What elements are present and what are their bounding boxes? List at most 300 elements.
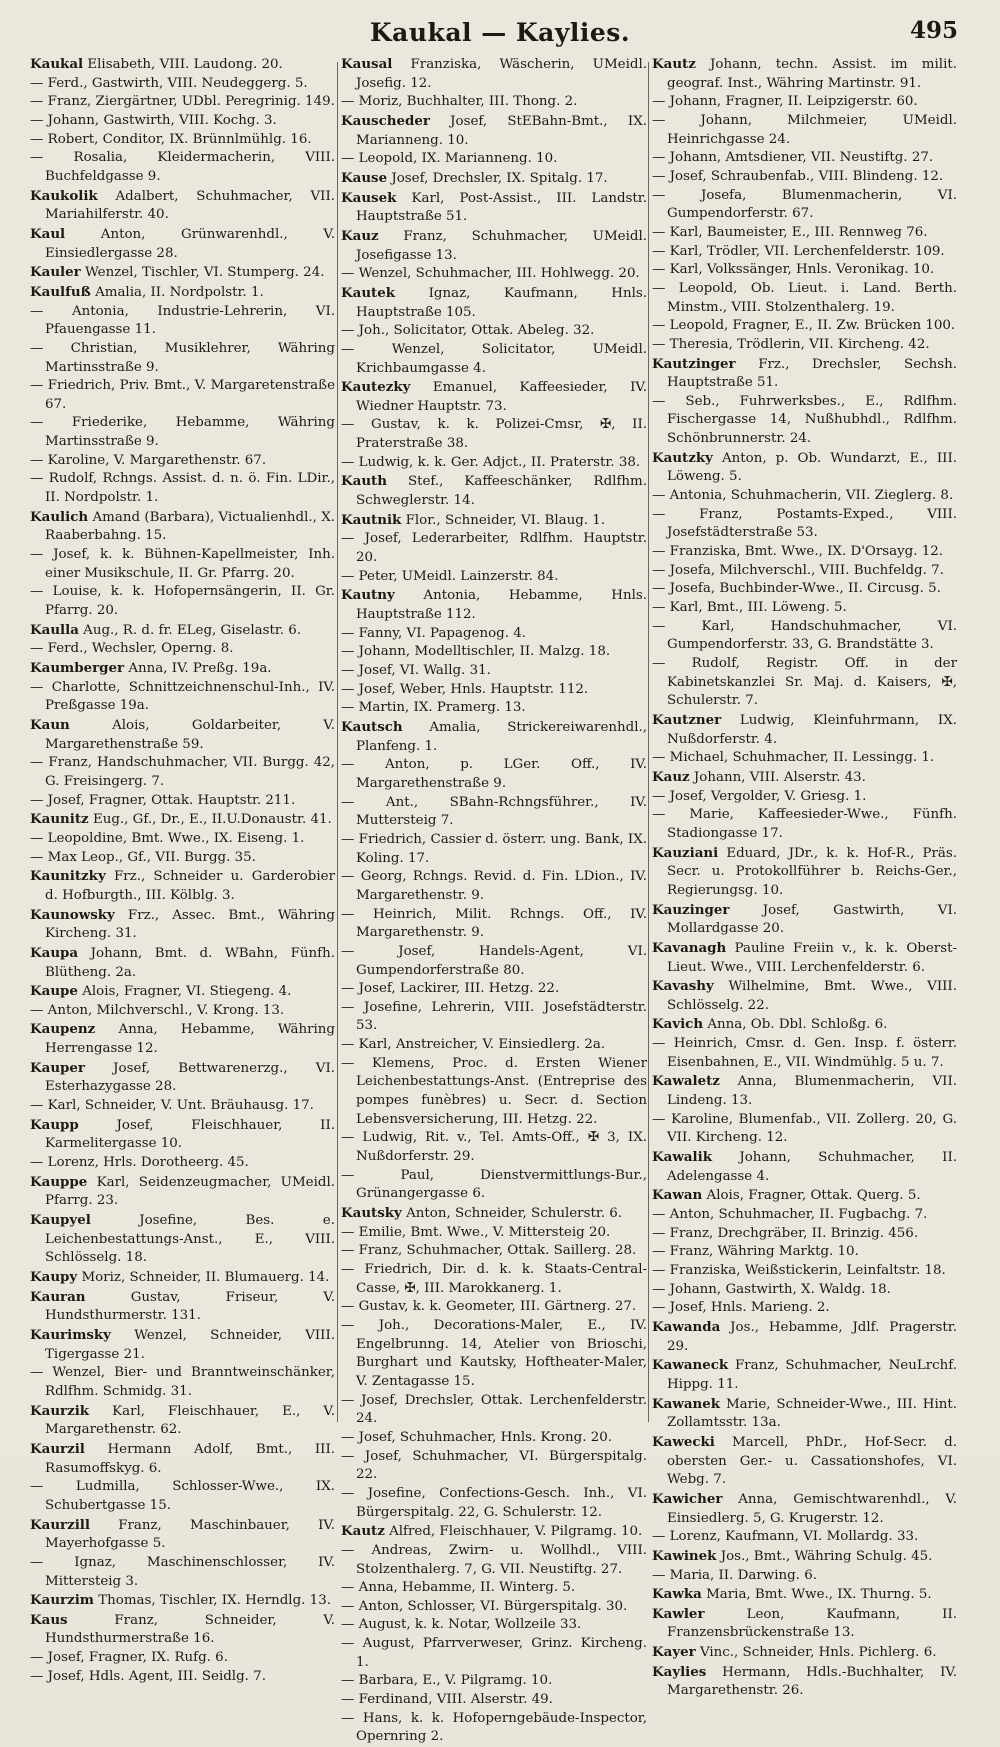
entry-surname: Kautny: [341, 587, 395, 604]
entry-surname: Kaunitzky: [30, 868, 106, 885]
directory-entry: [652, 280, 957, 317]
entry-details: — Karl, Anstreicher, V. Einsiedlerg. 2a.: [341, 1037, 606, 1053]
directory-entry: [652, 1206, 957, 1225]
directory-entry: [652, 655, 957, 711]
entry-details: — Karl, Bmt., III. Löweng. 5.: [652, 600, 847, 616]
entry-surname: Kaul: [30, 225, 66, 242]
entry-details: Franz, Schuhmacher, UMeidl. Josefigasse 13.: [356, 228, 647, 263]
entry-details: — Ignaz, Maschinenschlosser, IV. Mittersteig 3.: [30, 1554, 335, 1589]
entry-details: — Franziska, Bmt. Wwe., IX. D'Orsayg. 12.: [652, 544, 944, 560]
directory-entry: [341, 1167, 647, 1204]
directory-entry: [652, 788, 957, 807]
entry-details: — Ferd., Wechsler, Operng. 8.: [30, 641, 234, 657]
entry-details: Karl, Fleischhauer, E., V. Margarethenstr. 62.: [45, 1403, 335, 1438]
directory-entry: [341, 1392, 647, 1429]
directory-entry: [652, 939, 957, 977]
directory-entry: [652, 487, 957, 506]
entry-details: — Johann, Gastwirth, X. Waldg. 18.: [652, 1281, 891, 1297]
entry-details: — Karoline, Blumenfab., VII. Zollerg. 20, G. VII. Kircheng. 12.: [652, 1111, 957, 1146]
directory-entry: [30, 1059, 335, 1097]
directory-entry: [341, 1672, 647, 1691]
entry-details: Hermann Adolf, Bmt., III. Rasumoffskyg. 6.: [45, 1441, 335, 1476]
directory-entry: [30, 792, 335, 811]
directory-entry: [341, 378, 647, 416]
directory-entry: [30, 340, 335, 377]
directory-entry: [341, 794, 647, 831]
entry-surname: Kaupy: [30, 1269, 78, 1285]
directory-entry: [30, 55, 335, 75]
entry-details: — Josef, Fragner, Ottak. Hauptstr. 211.: [30, 792, 296, 808]
directory-entry: [341, 681, 647, 700]
directory-entry: [30, 1173, 335, 1211]
entry-surname: Kaupenz: [30, 1021, 96, 1038]
entry-surname: Kause: [341, 169, 388, 186]
directory-entry: [341, 1485, 647, 1522]
directory-entry: [30, 112, 335, 131]
directory-entry: [652, 449, 957, 487]
entry-surname: Kawinek: [652, 1547, 717, 1564]
directory-entry: [341, 322, 647, 341]
directory-entry: [30, 263, 335, 283]
directory-entry: [30, 187, 335, 225]
directory-entry: [652, 1605, 957, 1643]
entry-surname: Kaun: [30, 716, 70, 733]
entry-details: — Heinrich, Cmsr. d. Gen. Insp. f. österr. Eisenbahnen, E., VII. Windmühlg. 5 u. 7.: [652, 1036, 957, 1070]
directory-entry: [30, 131, 335, 150]
entry-details: — Josef, Vergolder, V. Griesg. 1.: [652, 788, 867, 804]
directory-entry: [652, 317, 957, 336]
entry-details: Alois, Fragner, Ottak. Querg. 5.: [706, 1188, 921, 1204]
entry-details: Franz, Schuhmacher, NeuLrchf. Hippg. 11.: [667, 1358, 957, 1392]
directory-entry: [30, 583, 335, 620]
directory-entry: [30, 982, 335, 1002]
directory-entry: [341, 454, 647, 473]
directory-entry: [30, 1268, 335, 1288]
entry-details: — Karl, Volkssänger, Hnls. Veronikag. 10.: [652, 262, 935, 278]
entry-surname: Kawicher: [652, 1490, 723, 1507]
directory-entry: [30, 508, 335, 546]
entry-details: Amalia, II. Nordpolstr. 1.: [95, 284, 264, 300]
directory-entry: [341, 1522, 647, 1542]
directory-entry: [341, 1242, 647, 1261]
directory-entry: [652, 1243, 957, 1262]
directory-entry: [341, 1691, 647, 1710]
directory-entry: [341, 55, 647, 93]
entry-surname: Kauler: [30, 264, 81, 281]
entry-surname: Kaurzik: [30, 1402, 90, 1419]
directory-entry: [30, 659, 335, 679]
directory-entry: [30, 225, 335, 263]
directory-entry: [30, 1554, 335, 1591]
directory-entry: [30, 1478, 335, 1515]
entry-details: Franz, Maschinbauer, IV. Mayerhofgasse 5.: [45, 1517, 335, 1552]
entry-details: Flor., Schneider, VI. Blaug. 1.: [405, 512, 606, 528]
column-3: [652, 55, 958, 1699]
entry-details: Johann, techn. Assist. im milit. geograf. Inst., Währing Martinstr. 91.: [667, 57, 957, 91]
directory-entry: [652, 1186, 957, 1206]
directory-entry: [30, 377, 335, 414]
entry-details: Anton, Schneider, Schulerstr. 6.: [406, 1206, 623, 1222]
entry-surname: Kaurzill: [30, 1516, 90, 1533]
directory-entry: [30, 1288, 335, 1326]
directory-entry: [341, 112, 647, 150]
directory-entry: [30, 716, 335, 754]
entry-details: — Franziska, Weißstickerin, Leinfaltstr. 18.: [652, 1263, 946, 1278]
directory-entry: [30, 1116, 335, 1154]
entry-details: — Anton, Schuhmacher, II. Fugbachg. 7.: [652, 1207, 928, 1223]
entry-surname: Kaus: [30, 1611, 68, 1628]
entry-details: — Karl, Baumeister, E., III. Rennweg 76.: [652, 224, 928, 240]
entry-details: Frz., Drechsler, Sechsh. Hauptstraße 51.: [667, 356, 957, 391]
directory-entry: [30, 1649, 335, 1668]
directory-entry: [341, 586, 647, 624]
entry-details: — Fanny, VI. Papagenog. 4.: [341, 625, 527, 641]
entry-details: — Friedrich, Cassier d. österr. ung. Bank, IX. Koling. 17.: [341, 831, 647, 866]
entry-details: — Ludwig, k. k. Ger. Adjct., II. Praterstr. 38.: [341, 454, 641, 470]
entry-surname: Kautsky: [341, 1205, 402, 1222]
directory-entry: [652, 1567, 957, 1586]
directory-entry: [341, 980, 647, 999]
entry-surname: Kawanek: [652, 1395, 721, 1412]
directory-entry: [652, 1148, 957, 1186]
entry-details: Marcell, PhDr., Hof-Secr. d. obersten Ger.- u. Cassationshofes, VI. Webg. 7.: [667, 1434, 957, 1488]
entry-details: — Joh., Solicitator, Ottak. Abeleg. 32.: [341, 323, 595, 339]
entry-surname: Kaurimsky: [30, 1326, 111, 1343]
entry-surname: Kaurzil: [30, 1440, 85, 1457]
directory-entry: [341, 625, 647, 644]
entry-details: Jos., Bmt., Währing Schulg. 45.: [720, 1548, 933, 1564]
entry-details: — Barbara, E., V. Pilgramg. 10.: [341, 1673, 553, 1689]
directory-entry: [652, 977, 957, 1015]
entry-details: Wilhelmine, Bmt. Wwe., VIII. Schlösselg. 22.: [667, 979, 957, 1013]
entry-details: — Peter, UMeidl. Lainzerstr. 84.: [341, 568, 559, 584]
directory-entry: [652, 393, 957, 449]
entry-surname: Kauzinger: [652, 901, 730, 918]
directory-entry: [652, 1111, 957, 1148]
entry-details: — Marie, Kaffeesieder-Wwe., Fünfh. Stadiongasse 17.: [652, 807, 957, 841]
entry-details: — Max Leop., Gf., VII. Burgg. 35.: [30, 849, 256, 865]
entry-details: Vinc., Schneider, Hnls. Pichlerg. 6.: [699, 1645, 937, 1661]
entry-details: Pauline Freiin v., k. k. Oberst-Lieut. Wwe., VIII. Lerchenfelderstr. 6.: [667, 940, 957, 975]
entry-details: — Rosalia, Kleidermacherin, VIII. Buchfeldgasse 9.: [30, 150, 335, 184]
entry-details: — Charlotte, Schnittzeichnenschul-Inh., IV. Preßgasse 19a.: [30, 679, 335, 714]
entry-details: Emanuel, Kaffeesieder, IV. Wiedner Hauptstr. 73.: [356, 380, 647, 414]
entry-details: Aug., R. d. fr. ELeg, Giselastr. 6.: [83, 622, 302, 638]
directory-entry: [341, 227, 647, 265]
directory-entry: [341, 868, 647, 905]
entry-surname: Kautezky: [341, 379, 411, 396]
directory-entry: [341, 568, 647, 587]
entry-details: — Josef, Schuhmacher, Hnls. Krong. 20.: [341, 1429, 613, 1445]
entry-surname: Kauziani: [652, 844, 719, 861]
entry-details: Josef, Gastwirth, VI. Mollardgasse 20.: [667, 902, 957, 937]
entry-details: — Josefa, Blumenmacherin, VI. Gumpendorferstr. 67.: [652, 187, 957, 222]
entry-details: Johann, Schuhmacher, II. Adelengasse 4.: [667, 1150, 957, 1184]
directory-entry: [30, 414, 335, 451]
entry-surname: Kawaneck: [652, 1357, 729, 1374]
directory-entry: [341, 1298, 647, 1317]
directory-entry: [341, 756, 647, 793]
entry-details: — Friederike, Hebamme, Währing Martinsstraße 9.: [30, 415, 335, 450]
entry-details: — Theresia, Trödlerin, VII. Kircheng. 42.: [652, 336, 930, 352]
entry-details: — Josef, k. k. Bühnen-Kapellmeister, Inh. einer Musikschule, II. Gr. Pfarrg. 20.: [30, 547, 335, 581]
directory-entry: [30, 1326, 335, 1364]
directory-entry: [652, 1262, 957, 1281]
entry-details: Marie, Schneider-Wwe., III. Hint. Zollamtsstr. 13a.: [667, 1396, 957, 1431]
entry-details: — Lorenz, Hrls. Dorotheerg. 45.: [30, 1155, 249, 1171]
entry-surname: Kauppe: [30, 1173, 88, 1190]
entry-details: — Johann, Fragner, II. Leipzigerstr. 60.: [652, 94, 918, 110]
entry-details: — Josef, Schraubenfab., VIII. Blindeng. 12.: [652, 168, 944, 184]
entry-details: — Gustav, k. k. Geometer, III. Gärtnerg. 27.: [341, 1299, 637, 1315]
column-2: [341, 55, 647, 1745]
entry-details: Anna, Ob. Dbl. Schloßg. 6.: [707, 1017, 888, 1033]
entry-details: — August, k. k. Notar, Wollzeile 33.: [341, 1617, 582, 1633]
directory-entry: [652, 711, 957, 749]
directory-entry: [652, 768, 957, 788]
entry-details: Ignaz, Kaufmann, Hnls. Hauptstraße 105.: [356, 285, 647, 320]
entry-surname: Kawecki: [652, 1433, 715, 1450]
directory-entry: [652, 336, 957, 355]
directory-entry: [341, 341, 647, 378]
entry-details: — Franz, Schuhmacher, Ottak. Saillerg. 28.: [341, 1243, 637, 1259]
directory-entry: [652, 224, 957, 243]
directory-entry: [30, 621, 335, 641]
entry-details: — Johann, Milchmeier, UMeidl. Heinrichgasse 24.: [652, 112, 957, 147]
directory-entry: [652, 1072, 957, 1110]
entry-details: — Robert, Conditor, IX. Brünnlmühlg. 16.: [30, 131, 312, 147]
entry-surname: Kaunitz: [30, 811, 89, 828]
entry-details: — Antonia, Schuhmacherin, VII. Zieglerg. 8.: [652, 488, 954, 504]
directory-entry: [652, 901, 957, 939]
entry-details: — Ant., SBahn-Rchngsführer., IV. Muttersteig 7.: [341, 794, 647, 829]
entry-details: — Anton, p. LGer. Off., IV. Margarethenstraße 9.: [341, 757, 647, 791]
entry-details: — Johann, Modelltischler, II. Malzg. 18.: [341, 644, 611, 660]
entry-surname: Kaylies: [652, 1663, 707, 1680]
directory-entry: [30, 1020, 335, 1058]
directory-entry: [341, 1224, 647, 1243]
entry-details: — Franz, Währing Marktg. 10.: [652, 1244, 859, 1260]
directory-entry: [652, 1225, 957, 1244]
directory-entry: [341, 530, 647, 567]
entry-details: — Martin, IX. Pramerg. 13.: [341, 700, 526, 716]
entry-details: Amalia, Strickereiwarenhdl., Planfeng. 1.: [356, 719, 647, 754]
entry-surname: Kauz: [652, 768, 690, 785]
entry-details: — Anton, Milchverschl., V. Krong. 13.: [30, 1002, 285, 1018]
directory-entry: [652, 543, 957, 562]
directory-entry: [652, 1299, 957, 1318]
directory-entry: [652, 1663, 957, 1701]
entry-surname: Kavanagh: [652, 939, 727, 956]
entry-details: — Josef, VI. Wallg. 31.: [341, 663, 491, 678]
running-title: Kaukal — Kaylies.: [369, 18, 631, 47]
entry-details: — Ludmilla, Schlosser-Wwe., IX. Schubertgasse 15.: [30, 1479, 335, 1513]
entry-details: — Friedrich, Priv. Bmt., V. Margaretenstraße 67.: [30, 378, 335, 412]
column-divider: [337, 62, 338, 1422]
entry-details: Antonia, Hebamme, Hnls. Hauptstraße 112.: [356, 588, 647, 623]
directory-entry: [652, 149, 957, 168]
entry-details: — Leopold, Ob. Lieut. i. Land. Berth. Minstm., VIII. Stolzenthalerg. 19.: [652, 280, 957, 315]
entry-details: Anna, IV. Preßg. 19a.: [128, 661, 272, 676]
directory-entry: [341, 1710, 647, 1747]
entry-surname: Kaulich: [30, 508, 89, 525]
entry-details: — Michael, Schuhmacher, II. Lessingg. 1.: [652, 750, 935, 766]
directory-entry: [652, 1318, 957, 1356]
entry-surname: Kavich: [652, 1016, 704, 1033]
entry-details: Maria, Bmt. Wwe., IX. Thurng. 5.: [706, 1587, 932, 1603]
entry-details: Gustav, Friseur, V. Hundsthurmerstr. 131.: [45, 1289, 335, 1324]
entry-details: — Hans, k. k. Hofoperngebäude-Inspector, Opernring 2.: [341, 1710, 647, 1745]
entry-surname: Kausal: [341, 56, 393, 72]
directory-entry: [652, 1547, 957, 1567]
directory-entry: [30, 679, 335, 716]
entry-details: Alois, Fragner, VI. Stiegeng. 4.: [82, 984, 292, 1000]
directory-entry: [341, 189, 647, 227]
directory-entry: [341, 699, 647, 718]
directory-entry: [652, 1015, 957, 1035]
entry-details: — Ferd., Gastwirth, VIII. Neudeggerg. 5.: [30, 75, 308, 91]
entry-details: — Leopoldine, Bmt. Wwe., IX. Eiseng. 1.: [30, 830, 305, 846]
directory-entry: [341, 1204, 647, 1224]
entry-details: Anton, p. Ob. Wundarzt, E., III. Löweng. 5.: [667, 450, 957, 485]
column-1: [30, 55, 336, 1684]
entry-details: Adalbert, Schuhmacher, VII. Mariahilferstr. 40.: [45, 188, 335, 223]
directory-entry: [341, 511, 647, 531]
entry-details: Wenzel, Schneider, VIII. Tigergasse 21.: [45, 1327, 335, 1362]
entry-details: — Josef, Drechsler, Ottak. Lerchenfelderstr. 24.: [341, 1392, 647, 1427]
directory-entry: [30, 754, 335, 791]
entry-details: — Wenzel, Solicitator, UMeidl. Krichbaumgasse 4.: [341, 341, 647, 376]
directory-entry: [30, 1611, 335, 1649]
directory-entry: [30, 1591, 335, 1611]
entry-details: — Rudolf, Registr. Off. in der Kabinetskanzlei Sr. Maj. d. Kaisers, ✠, Schulerstr. 7.: [652, 656, 957, 709]
entry-surname: Kautzinger: [652, 355, 736, 372]
directory-entry: [652, 187, 957, 224]
entry-details: — Heinrich, Milit. Rchngs. Off., IV. Margarethenstr. 9.: [341, 906, 647, 941]
directory-entry: [341, 1598, 647, 1617]
directory-entry: [341, 1542, 647, 1579]
entry-surname: Kawan: [652, 1187, 703, 1204]
directory-entry: [652, 806, 957, 843]
directory-entry: [652, 261, 957, 280]
entry-details: Eug., Gf., Dr., E., II.U.Donaustr. 41.: [92, 812, 332, 828]
entry-details: Stef., Kaffeeschänker, Rdlfhm. Schweglerstr. 14.: [356, 474, 647, 509]
directory-entry: [652, 55, 957, 93]
entry-surname: Kaukolik: [30, 187, 98, 204]
directory-entry: [652, 1395, 957, 1433]
entry-details: — Josef, Fragner, IX. Rufg. 6.: [30, 1650, 228, 1666]
entry-details: Josef, Fleischhauer, II. Karmelitergasse 10.: [45, 1117, 335, 1152]
directory-entry: [341, 943, 647, 980]
entry-surname: Kausek: [341, 189, 397, 206]
directory-entry: [652, 749, 957, 768]
entry-surname: Kayer: [652, 1644, 696, 1661]
entry-details: — Paul, Dienstvermittlungs-Bur., Grünangergasse 6.: [341, 1167, 647, 1202]
entry-details: Hermann, Hdls.-Buchhalter, IV. Margarethenstr. 26.: [667, 1664, 958, 1699]
entry-details: Karl, Seidenzeugmacher, UMeidl. Pfarrg. 23.: [45, 1174, 335, 1209]
directory-entry: [341, 472, 647, 510]
entry-details: — Franz, Ziergärtner, UDbl. Peregrinig. 149.: [30, 94, 335, 110]
directory-entry: [652, 1281, 957, 1300]
directory-entry: [30, 1668, 335, 1687]
entry-surname: Kautek: [341, 284, 396, 301]
entry-details: — Franz, Postamts-Exped., VIII. Josefstädterstraße 53.: [652, 506, 957, 541]
entry-surname: Kaurzim: [30, 1592, 94, 1609]
entry-details: Alois, Goldarbeiter, V. Margarethenstraße 59.: [45, 717, 335, 752]
entry-details: — Karoline, V. Margarethenstr. 67.: [30, 452, 267, 468]
directory-entry: [30, 1211, 335, 1268]
directory-entry: [341, 906, 647, 943]
directory-entry: [30, 640, 335, 659]
entry-details: — Moriz, Buchhalter, III. Thong. 2.: [341, 94, 578, 110]
entry-surname: Kavashy: [652, 978, 714, 995]
entry-surname: Kawka: [652, 1586, 702, 1603]
entry-surname: Kaupyel: [30, 1212, 91, 1229]
entry-details: — Wenzel, Bier- und Branntweinschänker, Rdlfhm. Schmidg. 31.: [30, 1365, 335, 1399]
directory-entry: [30, 546, 335, 583]
entry-details: — Josefine, Lehrerin, VIII. Josefstädterstr. 53.: [341, 999, 647, 1034]
entry-details: — Josef, Weber, Hnls. Hauptstr. 112.: [341, 681, 589, 697]
entry-surname: Kautzner: [652, 711, 722, 728]
directory-entry: [652, 1528, 957, 1547]
entry-surname: Kaupp: [30, 1116, 79, 1133]
page-number: 495: [909, 17, 958, 44]
directory-entry: [341, 93, 647, 112]
entry-details: — Klemens, Proc. d. Ersten Wiener Leichenbestattungs-Anst. (Entreprise des pompes funèbres) u. Secr. d. Section Lebensversicherung, III. Hetzg. 22.: [341, 1055, 647, 1127]
entry-surname: Kaupe: [30, 983, 78, 1000]
entry-details: — Wenzel, Schuhmacher, III. Hohlwegg. 20.: [341, 266, 640, 282]
entry-details: — Josefa, Milchverschl., VIII. Buchfeldg. 7.: [652, 562, 944, 578]
directory-entry: [341, 416, 647, 453]
entry-details: — Franz, Drechgräber, II. Brinzig. 456.: [652, 1225, 919, 1241]
directory-entry: [30, 849, 335, 868]
entry-surname: Kawanda: [652, 1318, 721, 1335]
entry-surname: Kauscheder: [341, 112, 430, 129]
page-header: [0, 14, 1000, 54]
directory-entry: [652, 1356, 957, 1394]
entry-details: — Ferdinand, VIII. Alserstr. 49.: [341, 1692, 553, 1708]
entry-details: Ludwig, Kleinfuhrmann, IX. Nußdorferstr. 4.: [667, 712, 957, 747]
directory-entry: [30, 1154, 335, 1173]
directory-entry: [30, 470, 335, 507]
entry-surname: Kauper: [30, 1059, 85, 1076]
directory-entry: [341, 643, 647, 662]
directory-entry: [341, 1429, 647, 1448]
entry-surname: Kautnik: [341, 511, 402, 528]
directory-entry: [30, 1440, 335, 1478]
entry-details: — Georg, Rchngs. Revid. d. Fin. LDion., IV. Margarethenstr. 9.: [341, 869, 647, 903]
entry-details: Thomas, Tischler, IX. Herndlg. 13.: [98, 1593, 331, 1609]
directory-entry: [30, 149, 335, 186]
directory-entry: [652, 1585, 957, 1605]
entry-details: Moriz, Schneider, II. Blumauerg. 14.: [81, 1270, 330, 1285]
directory-entry: [341, 1448, 647, 1485]
entry-details: — Josefa, Buchbinder-Wwe., II. Circusg. 5.: [652, 581, 941, 597]
directory-entry: [652, 93, 957, 112]
directory-entry: [652, 506, 957, 543]
directory-entry: [652, 618, 957, 655]
entry-details: Wenzel, Tischler, VI. Stumperg. 24.: [84, 265, 325, 281]
entry-details: Josefine, Bes. e. Leichenbestattungs-Anst., E., VIII. Schlösselg. 18.: [45, 1213, 335, 1266]
directory-entry: [341, 169, 647, 189]
entry-surname: Kauran: [30, 1288, 86, 1305]
entry-details: Anton, Grünwarenhdl., V. Einsiedlergasse 28.: [45, 226, 335, 261]
directory-entry: [30, 1364, 335, 1401]
directory-entry: [652, 1490, 957, 1528]
entry-details: — Franz, Handschuhmacher, VII. Burgg. 42, G. Freisingerg. 7.: [30, 755, 335, 789]
entry-details: — Josef, Lederarbeiter, Rdlfhm. Hauptstr. 20.: [341, 531, 647, 566]
entry-details: Eduard, JDr., k. k. Hof-R., Präs. Secr. u. Protokollführer b. Reichs-Ger., Regierungsg. 10.: [667, 845, 957, 898]
